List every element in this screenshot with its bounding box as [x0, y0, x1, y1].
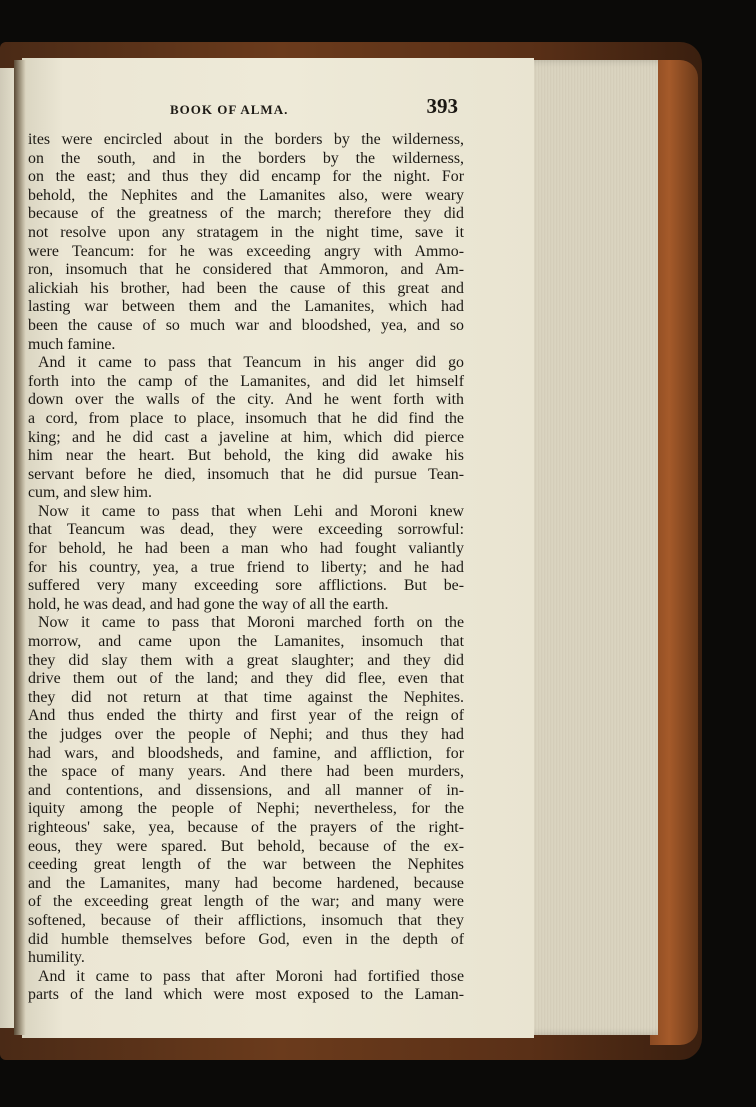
text-line: And thus ended the thirty and first year of the reign of — [28, 707, 464, 725]
text-line: Now it came to pass that when Lehi and Moroni knew — [38, 502, 464, 520]
text-line: of the exceeding great length of the war; and many were — [28, 893, 464, 911]
text-line: a cord, from place to place, insomuch that he did find the — [28, 409, 464, 427]
text-line: much famine. — [28, 335, 116, 353]
text-line: they did not return at that time against the Nephites. — [28, 688, 464, 706]
text-line: had wars, and bloodsheds, and famine, and affliction, for — [28, 744, 464, 762]
text-line: cum, and slew him. — [28, 484, 153, 502]
text-line: were Teancum: for he was exceeding angry with Ammo- — [28, 242, 464, 260]
text-line: righteous' sake, yea, because of the prayers of the right- — [28, 818, 464, 836]
running-head — [30, 88, 460, 124]
text-line: lasting war between them and the Lamanites, which had — [28, 298, 464, 316]
text-line: king; and he did cast a javeline at him, which did pierce — [28, 428, 464, 446]
text-line: morrow, and came upon the Lamanites, insomuch that — [28, 633, 464, 651]
text-line: because of the greatness of the march; therefore they did — [28, 205, 464, 223]
text-line: him near the heart. But behold, the king did awake his — [28, 447, 464, 465]
text-line: and the Lamanites, many had become hardened, because — [28, 874, 464, 892]
text-line: behold, the Nephites and the Lamanites also, were weary — [28, 186, 464, 204]
text-line: forth into the camp of the Lamanites, and did let himself — [28, 372, 464, 390]
text-line: softened, because of their afflictions, insomuch that they — [28, 911, 464, 929]
text-line: humility. — [28, 949, 85, 967]
text-line: did humble themselves before God, even in the depth of — [28, 930, 464, 948]
text-line: parts of the land which were most exposed to the Laman- — [28, 986, 464, 1004]
running-head-title: BOOK OF ALMA. — [170, 102, 289, 117]
text-line: ites were encircled about in the borders by the wilderness, — [28, 131, 464, 148]
page-number: 393 — [426, 94, 458, 118]
text-line: and contentions, and dissensions, and all manner of in- — [28, 781, 464, 799]
text-line: alickiah his brother, had been the cause of this great and — [28, 279, 464, 297]
page-block-fore-edge — [520, 60, 658, 1035]
text-line: the space of many years. And there had been murders, — [28, 763, 464, 781]
text-line: Now it came to pass that Moroni marched forth on the — [38, 614, 464, 632]
text-line: for his country, yea, a true friend to liberty; and he had — [28, 558, 464, 576]
text-line: And it came to pass that after Moroni had fortified those — [38, 967, 464, 985]
text-line: on the east; and thus they did encamp for the night. For — [28, 168, 464, 186]
text-line: the judges over the people of Nephi; and thus they had — [28, 726, 464, 743]
text-line: that Teancum was dead, they were exceeding sorrowful: — [28, 521, 464, 539]
page-body-text — [28, 131, 464, 1005]
text-line: on the south, and in the borders by the wilderness, — [28, 149, 464, 167]
text-line: down over the walls of the city. And he went forth with — [28, 391, 464, 409]
text-line: servant before he died, insomuch that he did pursue Tean- — [28, 465, 464, 483]
text-line: ceeding great length of the war between the Nephites — [28, 856, 464, 874]
text-line: they did slay them with a great slaughter; and they did — [28, 651, 464, 669]
text-line: eous, they were spared. But behold, because of the ex- — [28, 837, 464, 855]
book-gutter — [14, 60, 26, 1035]
text-line: not resolve upon any stratagem in the night time, save it — [28, 223, 464, 241]
text-line: drive them out of the land; and they did flee, even that — [28, 670, 464, 688]
text-line: suffered very many exceeding sore afflictions. But be- — [28, 577, 464, 595]
text-line: hold, he was dead, and had gone the way of all the earth. — [28, 595, 389, 613]
text-line: And it came to pass that Teancum in his anger did go — [38, 354, 464, 372]
text-line: ron, insomuch that he considered that Ammoron, and Am- — [28, 261, 464, 279]
text-line: iquity among the people of Nephi; nevertheless, for the — [28, 800, 464, 818]
text-line: been the cause of so much war and bloodshed, yea, and so — [28, 316, 464, 334]
text-line: for behold, he had been a man who had fought valiantly — [28, 540, 464, 558]
